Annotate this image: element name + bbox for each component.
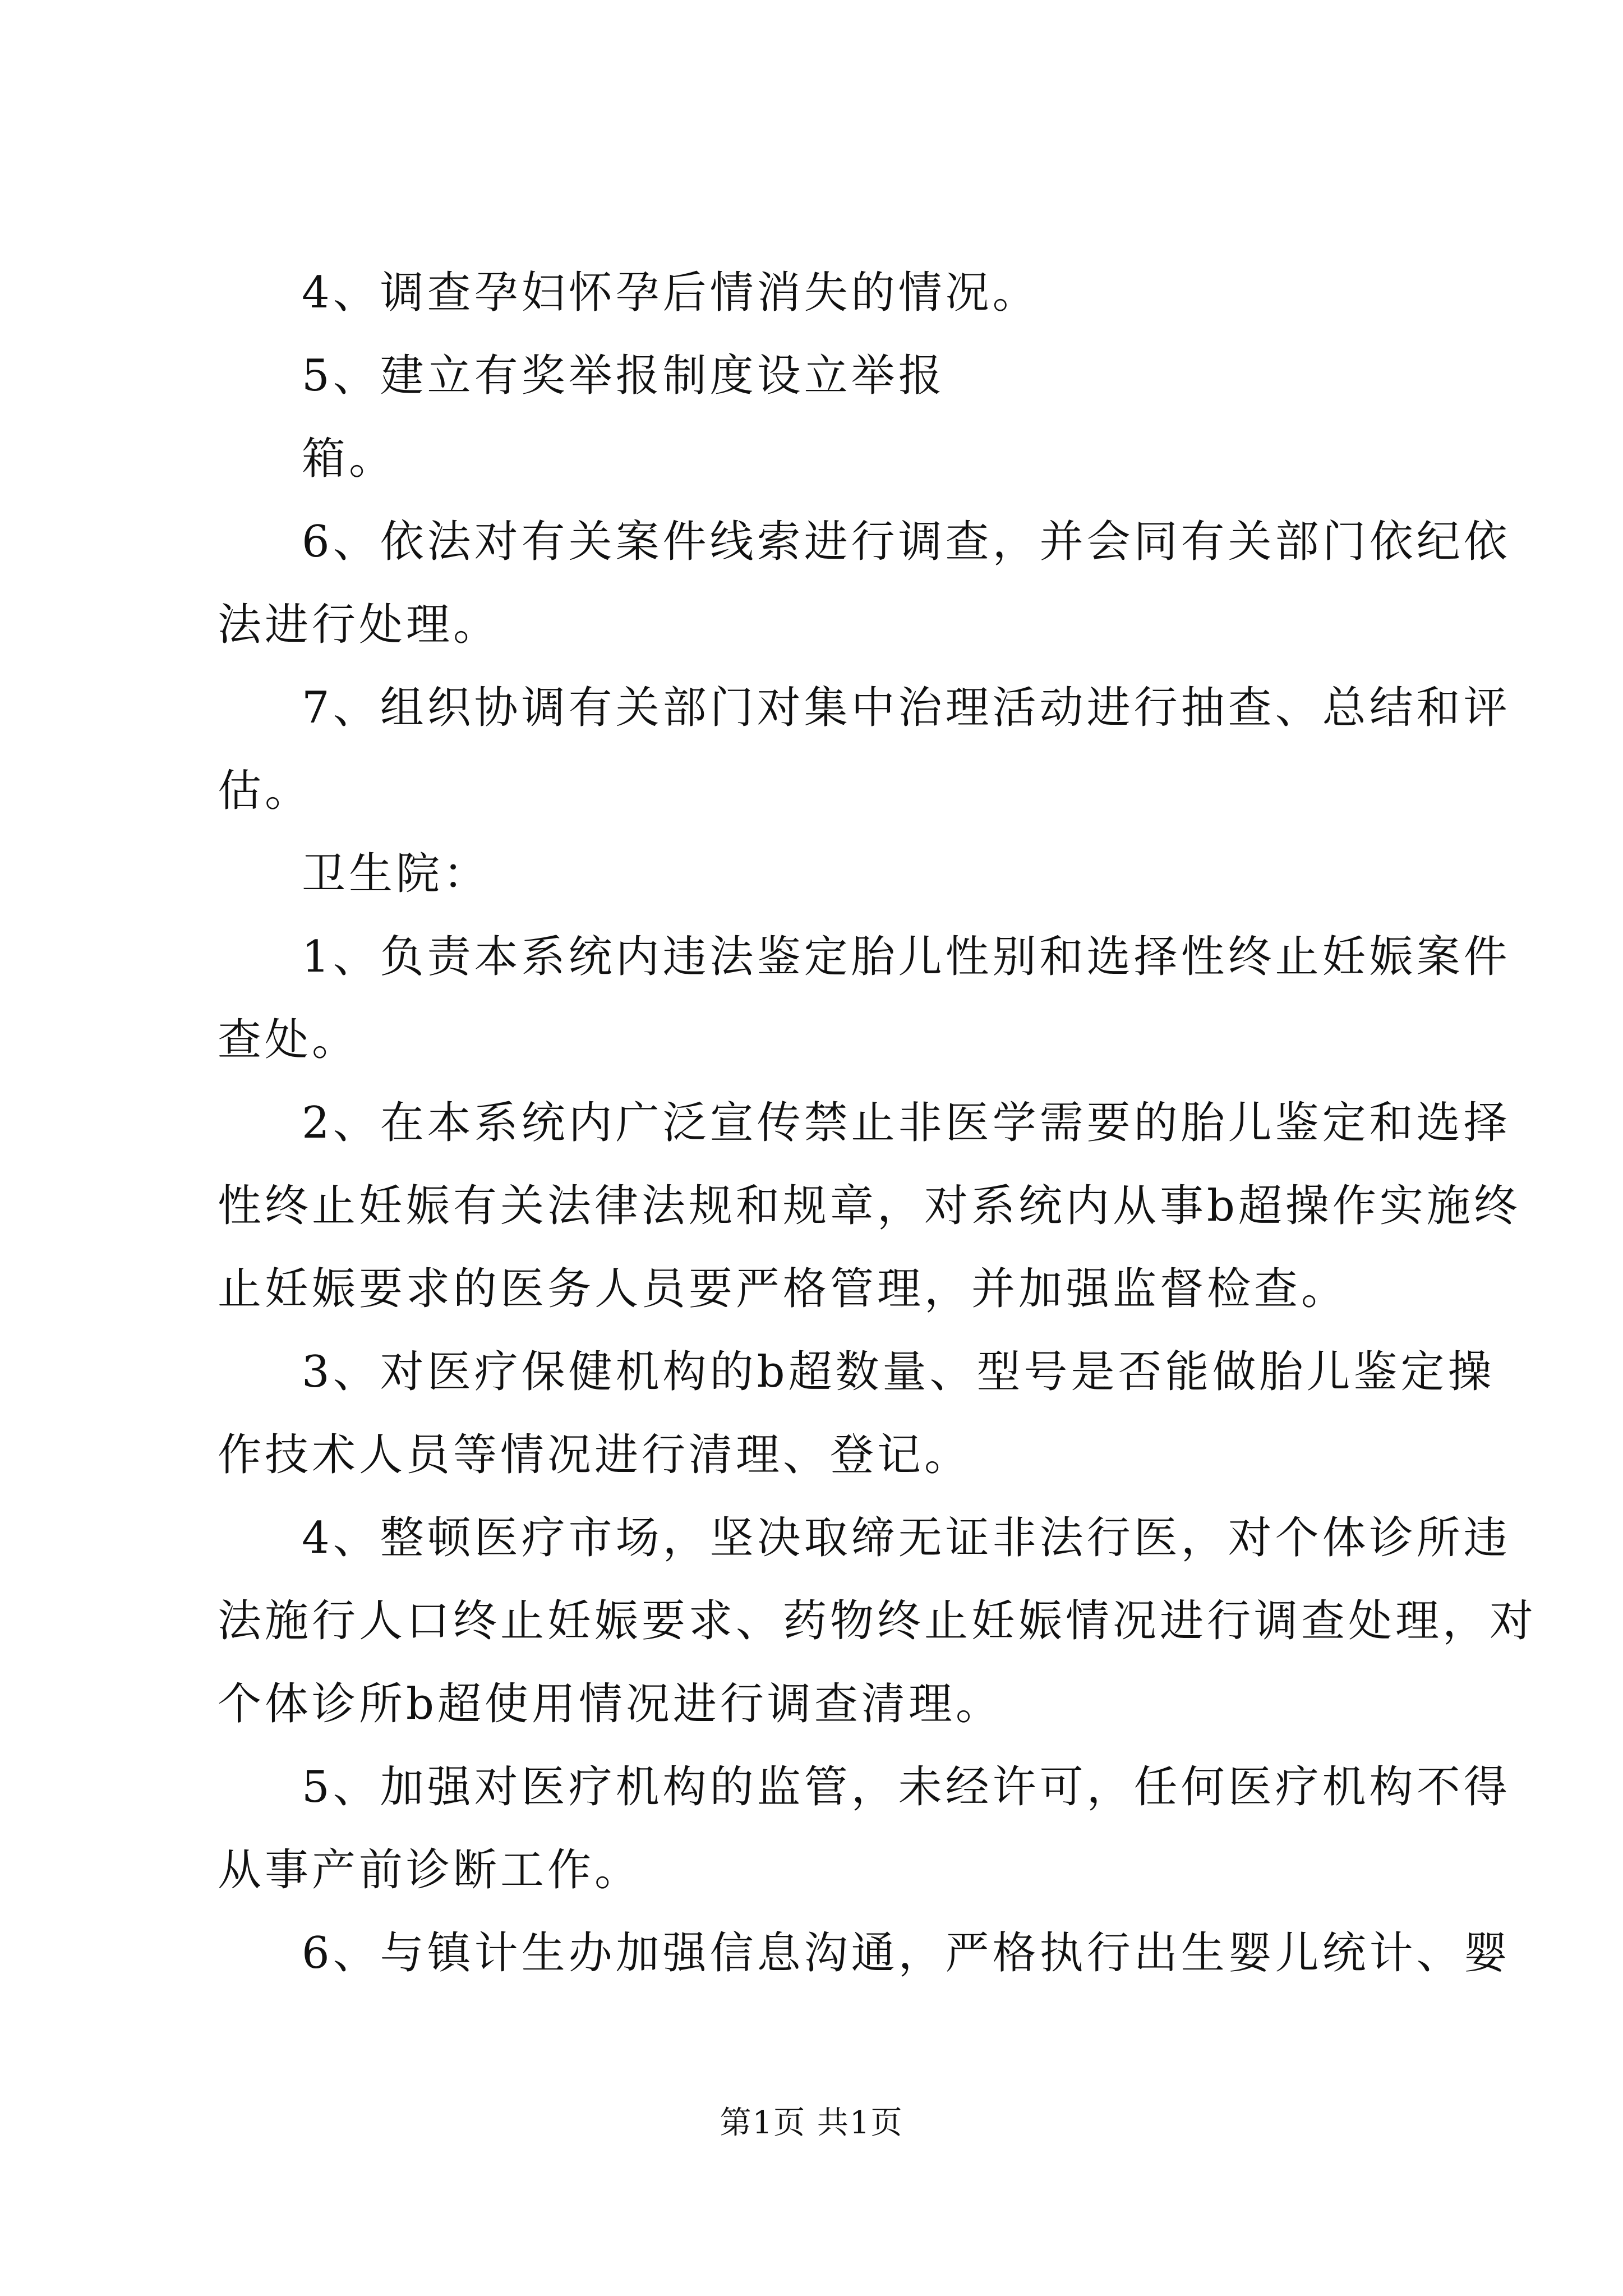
paragraph-line: 法施行人口终止妊娠要求、药物终止妊娠情况进行调查处理，对 xyxy=(218,1596,1537,1646)
paragraph-line: 查处。 xyxy=(218,1015,359,1065)
paragraph-line: 作技术人员等情况进行清理、登记。 xyxy=(218,1430,972,1480)
paragraph-line: 个体诊所b超使用情况进行调查清理。 xyxy=(218,1679,1003,1729)
document-body xyxy=(218,251,1537,1995)
paragraph-line: 4、整顿医疗市场，坚决取缔无证非法行医，对个体诊所违 xyxy=(302,1513,1511,1563)
section-heading: 卫生院： xyxy=(302,849,491,899)
paragraph-line: 4、调查孕妇怀孕后情消失的情况。 xyxy=(302,268,1040,318)
page-number-footer: 第1页 共1页 xyxy=(720,2105,903,2141)
paragraph-line: 2、在本系统内广泛宣传禁止非医学需要的胎儿鉴定和选择 xyxy=(302,1098,1511,1148)
paragraph-line: 7、组织协调有关部门对集中治理活动进行抽查、总结和评 xyxy=(302,683,1511,733)
paragraph-line: 从事产前诊断工作。 xyxy=(218,1845,642,1895)
paragraph-line: 6、依法对有关案件线索进行调查，并会同有关部门依纪依 xyxy=(302,517,1511,567)
paragraph-line: 止妊娠要求的医务人员要严格管理，并加强监督检查。 xyxy=(218,1264,1349,1314)
paragraph-line: 箱。 xyxy=(302,434,396,484)
paragraph-line: 1、负责本系统内违法鉴定胎儿性别和选择性终止妊娠案件 xyxy=(302,932,1511,982)
paragraph-line: 5、建立有奖举报制度设立举报 xyxy=(302,351,946,401)
paragraph-line: 法进行处理。 xyxy=(218,600,501,650)
paragraph-line: 性终止妊娠有关法律法规和规章，对系统内从事b超操作实施终 xyxy=(218,1181,1521,1231)
paragraph-line: 3、对医疗保健机构的b超数量、型号是否能做胎儿鉴定操 xyxy=(302,1347,1495,1397)
paragraph-line: 估。 xyxy=(218,766,312,816)
paragraph-line: 6、与镇计生办加强信息沟通，严格执行出生婴儿统计、婴 xyxy=(302,1928,1511,1978)
paragraph-line: 5、加强对医疗机构的监管，未经许可，任何医疗机构不得 xyxy=(302,1762,1511,1812)
